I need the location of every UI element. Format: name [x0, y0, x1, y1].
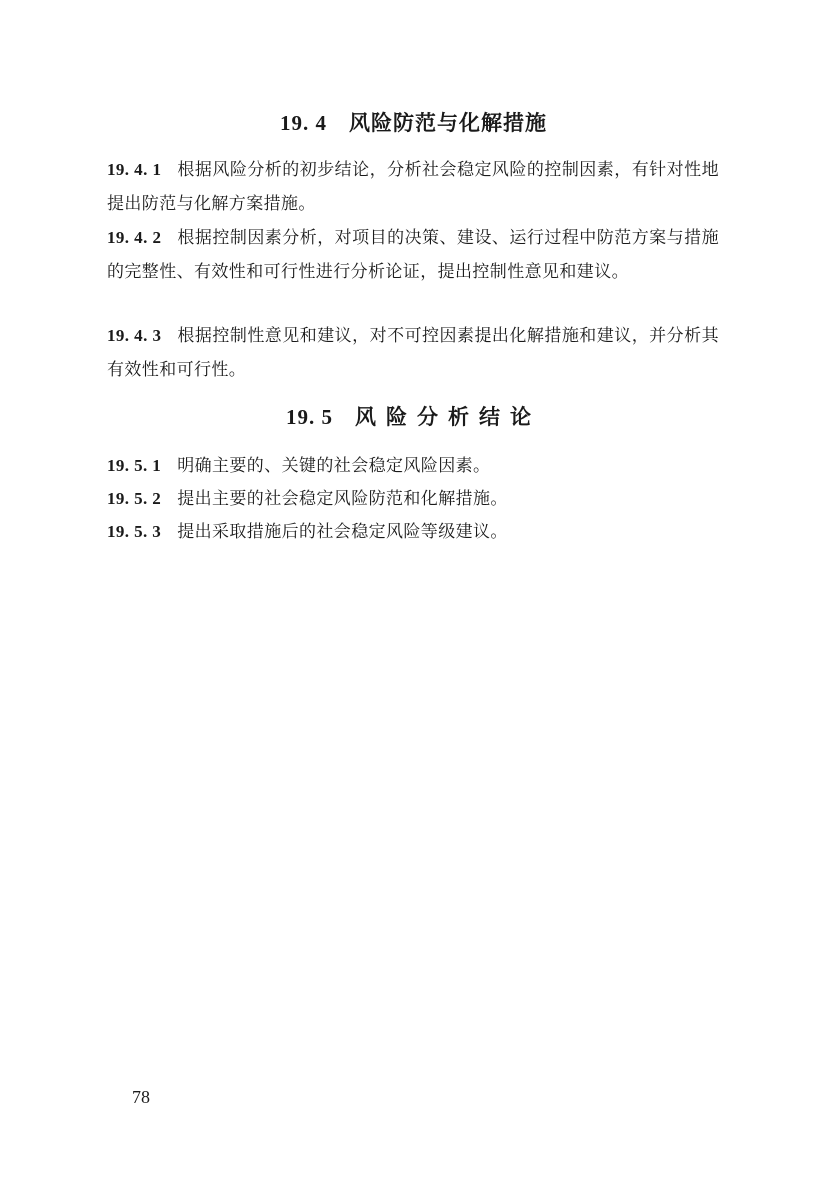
clause-19-4-1	[107, 153, 719, 221]
page-number: 78	[132, 1087, 150, 1107]
clause-number: 19. 5. 2	[107, 489, 162, 508]
clause-number: 19. 4. 3	[107, 326, 162, 345]
clause-19-5-2	[107, 482, 719, 516]
clause-text: 根据风险分析的初步结论，分析社会稳定风险的控制因素，有针对性地提出防范与化解方案措施。	[107, 160, 720, 214]
clause-text: 提出主要的社会稳定风险防范和化解措施。	[177, 489, 508, 509]
clause-text: 根据控制因素分析，对项目的决策、建设、运行过程中防范方案与措施的完整性、有效性和可行性进行分析论证，提出控制性意见和建议。	[107, 228, 720, 282]
clause-text: 提出采取措施后的社会稳定风险等级建议。	[177, 522, 508, 542]
clause-number: 19. 4. 1	[107, 160, 162, 179]
section-number: 19. 4	[280, 111, 327, 135]
section-heading-19-4	[0, 107, 827, 137]
clause-text: 根据控制性意见和建议，对不可控因素提出化解措施和建议，并分析其有效性和可行性。	[107, 326, 720, 380]
section-title: 风险分析结论	[355, 405, 541, 429]
clause-number: 19. 4. 2	[107, 228, 162, 247]
clause-19-4-3	[107, 319, 719, 387]
clause-19-5-1	[107, 449, 719, 483]
section-number: 19. 5	[286, 405, 333, 429]
clause-text: 明确主要的、关键的社会稳定风险因素。	[177, 456, 491, 476]
clause-19-4-2	[107, 221, 719, 289]
section-heading-19-5	[0, 401, 827, 431]
section-title: 风险防范与化解措施	[349, 111, 547, 135]
clause-19-5-3	[107, 515, 719, 549]
clause-number: 19. 5. 1	[107, 456, 162, 475]
clause-number: 19. 5. 3	[107, 522, 162, 541]
